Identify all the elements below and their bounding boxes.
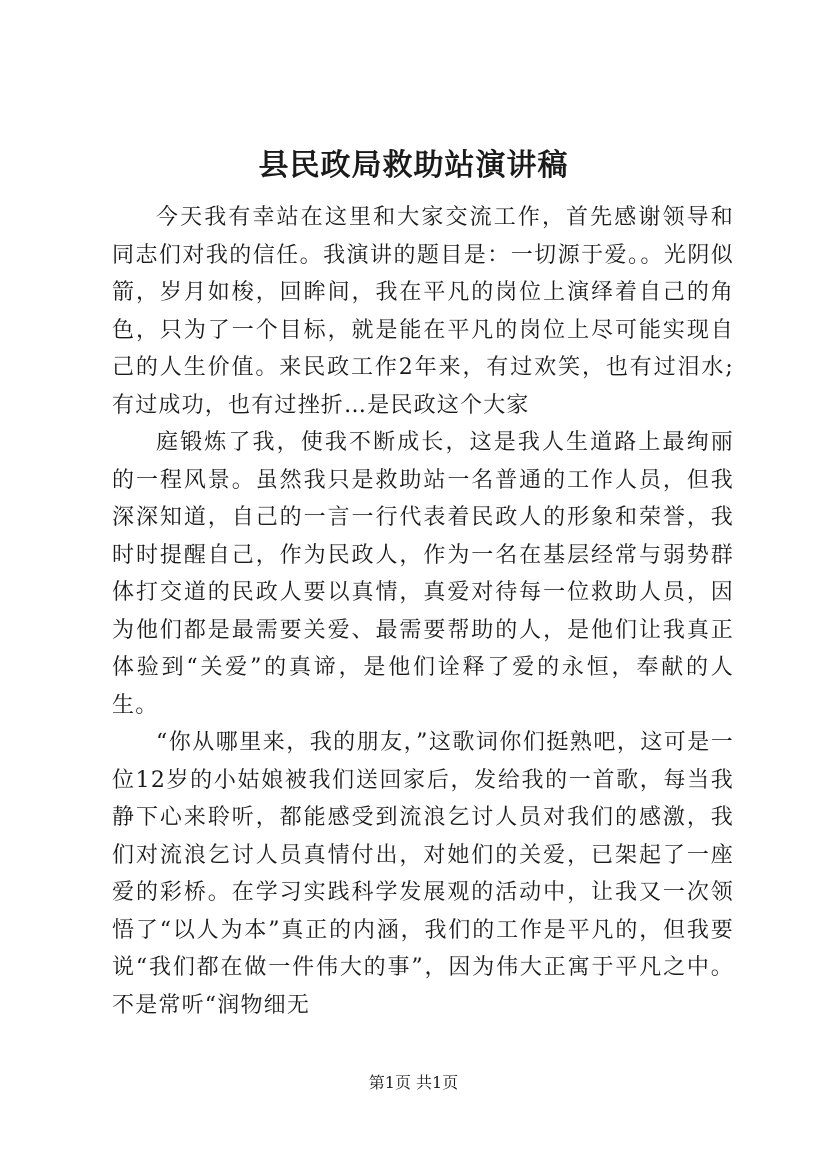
document-body	[112, 199, 734, 1024]
paragraph-1: 今天我有幸站在这里和大家交流工作，首先感谢领导和同志们对我的信任。我演讲的题目是：一切源于爱。。光阴似箭，岁月如梭，回眸间，我在平凡的岗位上演绎着自己的角色，只为了一个目标，就是能在平凡的岗位上尽可能实现自己的人生价值。来民政工作2年来，有过欢笑，也有过泪水;有过成功，也有过挫折…是民政这个大家	[112, 205, 734, 418]
page-number-footer: 第1页 共1页	[368, 1073, 459, 1092]
paragraph-3: “你从哪里来，我的朋友，”这歌词你们挺熟吧，这可是一位12岁的小姑娘被我们送回家后，发给我的一首歌，每当我静下心来聆听，都能感受到流浪乞讨人员对我们的感激，我们对流浪乞讨人员真情付出，对她们的关爱，已架起了一座爱的彩桥。在学习实践科学发展观的活动中，让我又一次领悟了“以人为本”真正的内涵，我们的工作是平凡的，但我要说“我们都在做一件伟大的事”，因为伟大正寓于平凡之中。不是常听“润物细无	[112, 730, 734, 1018]
document-title: 县民政局救助站演讲稿	[258, 148, 569, 183]
paragraph-2: 庭锻炼了我，使我不断成长，这是我人生道路上最绚丽的一程风景。虽然我只是救助站一名普通的工作人员，但我深深知道，自己的一言一行代表着民政人的形象和荣誉，我时时提醒自己，作为民政人，作为一名在基层经常与弱势群体打交道的民政人要以真情，真爱对待每一位救助人员，因为他们都是最需要关爱、最需要帮助的人，是他们让我真正体验到“关爱”的真谛，是他们诠释了爱的永恒，奉献的人生。	[112, 430, 734, 718]
